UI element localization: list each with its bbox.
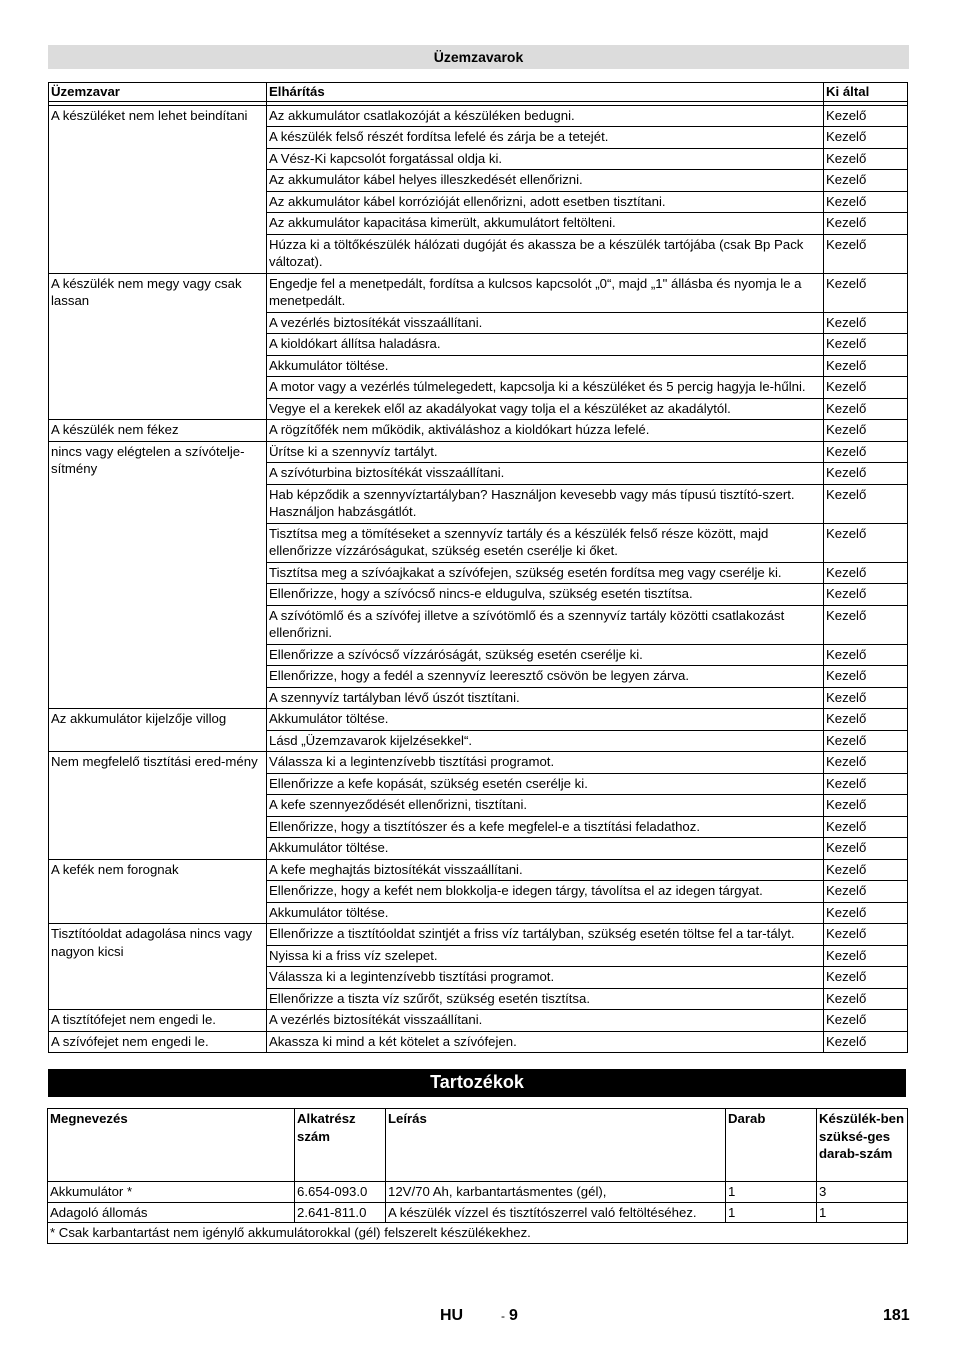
header-remedy: Elhárítás xyxy=(267,83,824,102)
header-fault: Üzemzavar xyxy=(49,83,267,102)
remedy-by-whom: Kezelő xyxy=(824,191,908,213)
accessories-body xyxy=(48,1182,908,1244)
remedy-text: Az akkumulátor csatlakozóját a készüléken bedugni. xyxy=(267,105,824,127)
remedy-text: Az akkumulátor kábel korrózióját ellenőrizni, adott esetben tisztítani. xyxy=(267,191,824,213)
fault-description: A kefék nem forognak xyxy=(49,859,267,924)
accessory-required-quantity: 1 xyxy=(817,1202,908,1223)
footer-language: HU xyxy=(440,1307,464,1324)
accessory-row xyxy=(48,1202,908,1223)
remedy-by-whom: Kezelő xyxy=(824,945,908,967)
remedy-by-whom: Kezelő xyxy=(824,902,908,924)
remedy-by-whom: Kezelő xyxy=(824,859,908,881)
remedy-text: A kioldókart állítsa haladásra. xyxy=(267,334,824,356)
remedy-text: Lásd „Üzemzavarok kijelzésekkel“. xyxy=(267,730,824,752)
fault-row xyxy=(49,709,908,731)
remedy-text: A motor vagy a vezérlés túlmelegedett, kapcsolja ki a készüléket és 5 percig hagyja le-hűlni. xyxy=(267,377,824,399)
header-by-whom: Ki által xyxy=(824,83,908,102)
remedy-text: A készülék felső részét fordítsa lefelé és zárja be a tetejét. xyxy=(267,127,824,149)
fault-description: Az akkumulátor kijelzője villog xyxy=(49,709,267,752)
remedy-text: A szívóturbina biztosítékát visszaállítani. xyxy=(267,463,824,485)
remedy-by-whom: Kezelő xyxy=(824,838,908,860)
remedy-by-whom: Kezelő xyxy=(824,441,908,463)
accessory-description: A készülék vízzel és tisztítószerrel való feltöltéséhez. xyxy=(386,1202,726,1223)
remedy-by-whom: Kezelő xyxy=(824,273,908,312)
remedy-by-whom: Kezelő xyxy=(824,881,908,903)
remedy-by-whom: Kezelő xyxy=(824,523,908,562)
fault-row xyxy=(49,752,908,774)
remedy-by-whom: Kezelő xyxy=(824,463,908,485)
page-number: 181 xyxy=(883,1307,910,1324)
remedy-by-whom: Kezelő xyxy=(824,170,908,192)
header-description: Leírás xyxy=(386,1109,726,1182)
remedy-text: A szívótömlő és a szívófej illetve a szívótömlő és a szennyvíz tartály közötti csatlakozást ellenőrizni. xyxy=(267,605,824,644)
remedy-by-whom: Kezelő xyxy=(824,605,908,644)
remedy-by-whom: Kezelő xyxy=(824,1010,908,1032)
remedy-text: Ellenőrizze, hogy a kefét nem blokkolja-e idegen tárgy, távolítsa el az idegen tárgyat. xyxy=(267,881,824,903)
remedy-text: A szennyvíz tartályban lévő úszót tisztítani. xyxy=(267,687,824,709)
remedy-by-whom: Kezelő xyxy=(824,687,908,709)
remedy-by-whom: Kezelő xyxy=(824,709,908,731)
remedy-text: Ellenőrizze, hogy a szívócső nincs-e eldugulva, szükség esetén tisztítsa. xyxy=(267,584,824,606)
fault-description: nincs vagy elégtelen a szívótelje-sítmény xyxy=(49,441,267,709)
fault-row xyxy=(49,441,908,463)
remedy-by-whom: Kezelő xyxy=(824,752,908,774)
remedy-by-whom: Kezelő xyxy=(824,967,908,989)
accessory-row xyxy=(48,1182,908,1203)
remedy-by-whom: Kezelő xyxy=(824,213,908,235)
fault-description: Tisztítóoldat adagolása nincs vagy nagyon kicsi xyxy=(49,924,267,1010)
remedy-text: Ellenőrizze, hogy a tisztítószer és a kefe megfelel-e a tisztítási feladathoz. xyxy=(267,816,824,838)
remedy-text: Akkumulátor töltése. xyxy=(267,838,824,860)
fault-row xyxy=(49,924,908,946)
header-name: Megnevezés xyxy=(48,1109,295,1182)
remedy-text: Engedje fel a menetpedált, fordítsa a kulcsos kapcsolót „0“, majd „1" állásba és nyomja le a menetpedált. xyxy=(267,273,824,312)
remedy-text: Akkumulátor töltése. xyxy=(267,709,824,731)
footnote-row xyxy=(48,1223,908,1244)
faults-body xyxy=(49,101,908,1053)
remedy-by-whom: Kezelő xyxy=(824,234,908,273)
remedy-text: Válassza ki a legintenzívebb tisztítási programot. xyxy=(267,752,824,774)
remedy-by-whom: Kezelő xyxy=(824,377,908,399)
remedy-text: Akkumulátor töltése. xyxy=(267,902,824,924)
remedy-text: Ellenőrizze, hogy a fedél a szennyvíz leeresztő csövön be legyen zárva. xyxy=(267,666,824,688)
remedy-text: A kefe szennyeződését ellenőrizni, tisztítani. xyxy=(267,795,824,817)
fault-description: A készülék nem megy vagy csak lassan xyxy=(49,273,267,420)
remedy-text: Tisztítsa meg a tömítéseket a szennyvíz tartály és a készülék felső része között, majd ellenőrizze vízzáróságukat, szükség esetén cserélje ki őket. xyxy=(267,523,824,562)
remedy-by-whom: Kezelő xyxy=(824,312,908,334)
remedy-text: Ellenőrizze a szívócső vízzáróságát, szükség esetén cserélje ki. xyxy=(267,644,824,666)
remedy-text: Ellenőrizze a tiszta víz szűrőt, szükség esetén tisztítsa. xyxy=(267,988,824,1010)
fault-description: Nem megfelelő tisztítási ered-mény xyxy=(49,752,267,860)
section-title-accessories: Tartozékok xyxy=(48,1069,906,1097)
fault-row xyxy=(49,273,908,312)
accessory-quantity: 1 xyxy=(726,1202,817,1223)
remedy-by-whom: Kezelő xyxy=(824,773,908,795)
remedy-by-whom: Kezelő xyxy=(824,1031,908,1053)
remedy-by-whom: Kezelő xyxy=(824,730,908,752)
remedy-text: A vezérlés biztosítékát visszaállítani. xyxy=(267,1010,824,1032)
accessory-quantity: 1 xyxy=(726,1182,817,1203)
footer-section-page: 9 xyxy=(509,1307,518,1324)
remedy-text: Akassza ki mind a két kötelet a szívófejen. xyxy=(267,1031,824,1053)
fault-row xyxy=(49,105,908,127)
remedy-by-whom: Kezelő xyxy=(824,562,908,584)
fault-row xyxy=(49,859,908,881)
remedy-text: Vegye el a kerekek elől az akadályokat vagy tolja el a készüléket az akadálytól. xyxy=(267,398,824,420)
fault-row xyxy=(49,1031,908,1053)
remedy-text: Válassza ki a legintenzívebb tisztítási programot. xyxy=(267,967,824,989)
fault-description: A szívófejet nem engedi le. xyxy=(49,1031,267,1053)
accessory-required-quantity: 3 xyxy=(817,1182,908,1203)
remedy-by-whom: Kezelő xyxy=(824,924,908,946)
fault-description: A készüléket nem lehet beindítani xyxy=(49,105,267,273)
fault-row xyxy=(49,1010,908,1032)
accessory-name: Akkumulátor * xyxy=(48,1182,295,1203)
faults-table xyxy=(48,82,908,1053)
remedy-by-whom: Kezelő xyxy=(824,644,908,666)
section-title-faults: Üzemzavarok xyxy=(48,45,909,69)
fault-row xyxy=(49,420,908,442)
remedy-by-whom: Kezelő xyxy=(824,355,908,377)
accessory-part-number: 2.641-811.0 xyxy=(295,1202,386,1223)
remedy-by-whom: Kezelő xyxy=(824,334,908,356)
remedy-by-whom: Kezelő xyxy=(824,795,908,817)
accessories-header-row xyxy=(48,1109,908,1182)
remedy-text: A rögzítőfék nem működik, aktiváláshoz a kioldókart húzza lefelé. xyxy=(267,420,824,442)
remedy-by-whom: Kezelő xyxy=(824,148,908,170)
remedy-by-whom: Kezelő xyxy=(824,666,908,688)
footer-separator: - xyxy=(501,1309,505,1323)
remedy-text: Akkumulátor töltése. xyxy=(267,355,824,377)
accessory-name: Adagoló állomás xyxy=(48,1202,295,1223)
remedy-text: Ellenőrizze a kefe kopását, szükség esetén cserélje ki. xyxy=(267,773,824,795)
header-quantity: Darab xyxy=(726,1109,817,1182)
remedy-text: Ürítse ki a szennyvíz tartályt. xyxy=(267,441,824,463)
faults-header-row xyxy=(49,83,908,102)
remedy-text: Húzza ki a töltőkészülék hálózati dugóját és akassza be a készülék tartójába (csak Bp Pack változat). xyxy=(267,234,824,273)
header-required-quantity: Készülék-ben szüksé-ges darab-szám xyxy=(817,1109,908,1182)
fault-description: A készülék nem fékez xyxy=(49,420,267,442)
remedy-text: Az akkumulátor kapacitása kimerült, akkumulátort feltölteni. xyxy=(267,213,824,235)
remedy-by-whom: Kezelő xyxy=(824,127,908,149)
remedy-by-whom: Kezelő xyxy=(824,398,908,420)
header-part-number: Alkatrész szám xyxy=(295,1109,386,1182)
remedy-text: A kefe meghajtás biztosítékát visszaállítani. xyxy=(267,859,824,881)
accessory-part-number: 6.654-093.0 xyxy=(295,1182,386,1203)
remedy-by-whom: Kezelő xyxy=(824,584,908,606)
remedy-text: Az akkumulátor kábel helyes illeszkedését ellenőrizni. xyxy=(267,170,824,192)
remedy-text: Hab képződik a szennyvíztartályban? Használjon kevesebb vagy más típusú tisztító-szert. Használjon habzásgátlót. xyxy=(267,484,824,523)
fault-description: A tisztítófejet nem engedi le. xyxy=(49,1010,267,1032)
accessories-footnote: * Csak karbantartást nem igénylő akkumulátorokkal (gél) felszerelt készülékekhez. xyxy=(48,1223,908,1244)
remedy-text: A vezérlés biztosítékát visszaállítani. xyxy=(267,312,824,334)
remedy-by-whom: Kezelő xyxy=(824,484,908,523)
accessories-table xyxy=(47,1108,908,1244)
remedy-text: Nyissa ki a friss víz szelepet. xyxy=(267,945,824,967)
remedy-text: A Vész-Ki kapcsolót forgatással oldja ki. xyxy=(267,148,824,170)
remedy-by-whom: Kezelő xyxy=(824,105,908,127)
remedy-by-whom: Kezelő xyxy=(824,988,908,1010)
remedy-by-whom: Kezelő xyxy=(824,816,908,838)
remedy-text: Ellenőrizze a tisztítóoldat szintjét a friss víz tartályban, szükség esetén töltse fel a tar-tályt. xyxy=(267,924,824,946)
remedy-by-whom: Kezelő xyxy=(824,420,908,442)
remedy-text: Tisztítsa meg a szívóajkakat a szívófejen, szükség esetén fordítsa meg vagy cserélje ki. xyxy=(267,562,824,584)
accessory-description: 12V/70 Ah, karbantartásmentes (gél), xyxy=(386,1182,726,1203)
